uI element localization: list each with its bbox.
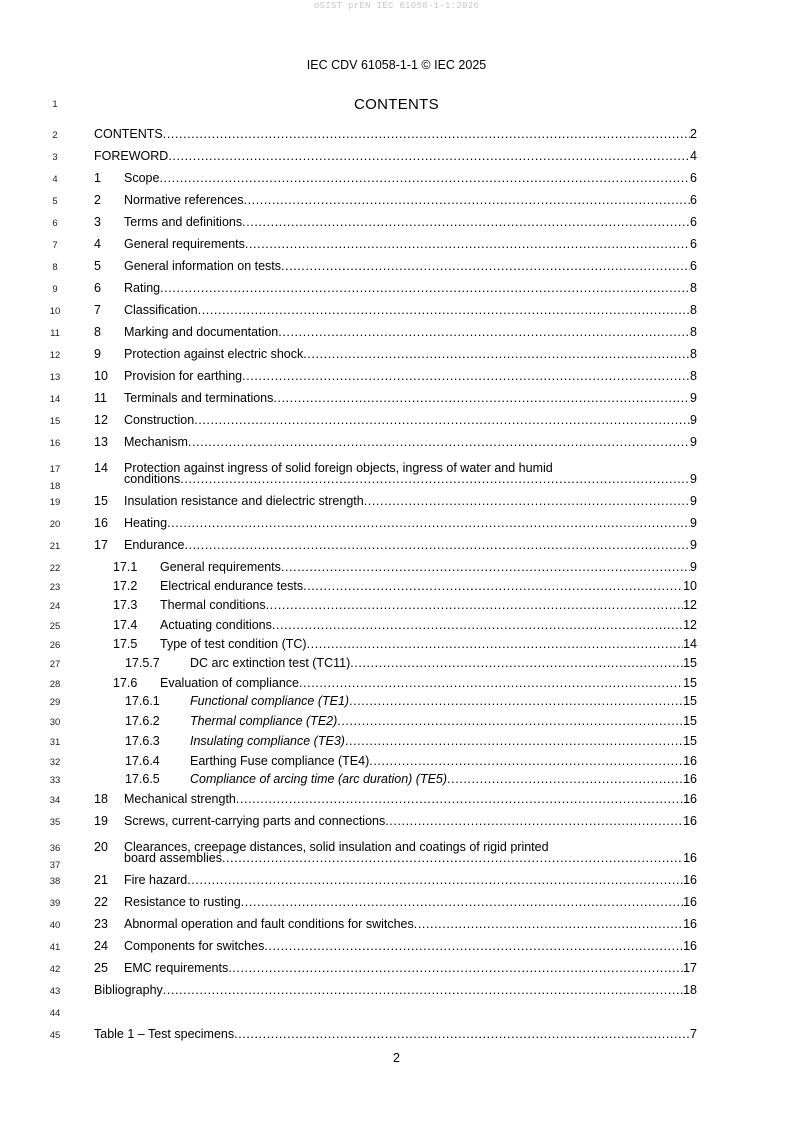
toc-page-number: 15 xyxy=(683,656,697,670)
toc-entry[interactable] xyxy=(124,493,697,510)
line-number: 35 xyxy=(49,817,61,828)
toc-title: DC arc extinction test (TC11) xyxy=(190,656,351,670)
toc-row xyxy=(0,280,793,297)
toc-page-number: 16 xyxy=(683,851,697,865)
line-number: 33 xyxy=(49,775,61,786)
toc-page-number: 8 xyxy=(690,281,697,295)
toc-row xyxy=(0,916,793,933)
toc-row xyxy=(0,537,793,554)
toc-title: Normative references xyxy=(124,193,244,207)
toc-title: FOREWORD xyxy=(94,149,169,163)
dot-leader xyxy=(264,938,683,955)
toc-row xyxy=(0,872,793,889)
toc-section-number: 8 xyxy=(94,325,101,339)
toc-row xyxy=(0,982,793,999)
toc-section-number: 4 xyxy=(94,237,101,251)
toc-section-number: 5 xyxy=(94,259,101,273)
toc-row xyxy=(0,636,793,653)
toc-title: Evaluation of compliance xyxy=(160,676,299,690)
line-number: 25 xyxy=(49,621,61,632)
toc-section-number: 17.6.4 xyxy=(125,754,160,768)
toc-title: Fire hazard xyxy=(124,873,188,887)
toc-title: General requirements xyxy=(160,560,281,574)
dot-leader xyxy=(281,258,690,275)
toc-title: Classification xyxy=(124,303,198,317)
toc-row xyxy=(0,713,793,730)
line-number: 15 xyxy=(49,416,61,427)
toc-page-number: 6 xyxy=(690,215,697,229)
toc-page-number: 9 xyxy=(690,494,697,508)
toc-row xyxy=(0,214,793,231)
line-number: 19 xyxy=(49,497,61,508)
toc-row xyxy=(0,894,793,911)
toc-row xyxy=(0,938,793,955)
toc-page-number: 7 xyxy=(690,1027,697,1041)
toc-section-number: 17.6.3 xyxy=(125,734,160,748)
dot-leader xyxy=(241,894,683,911)
toc-title: Construction xyxy=(124,413,195,427)
toc-section-number: 19 xyxy=(94,814,108,828)
toc-entry[interactable] xyxy=(124,302,697,319)
dot-leader xyxy=(337,713,683,730)
toc-page-number: 9 xyxy=(690,435,697,449)
toc-title: Protection against electric shock xyxy=(124,347,304,361)
toc-page-number: 16 xyxy=(683,814,697,828)
line-number: 2 xyxy=(52,130,58,141)
toc-title: Insulation resistance and dielectric strength xyxy=(124,494,364,508)
toc-title: Electrical endurance tests xyxy=(160,579,304,593)
toc-row xyxy=(0,960,793,977)
toc-section-number: 17.3 xyxy=(113,598,138,612)
toc-page-number: 6 xyxy=(690,259,697,273)
line-number: 16 xyxy=(49,438,61,449)
dot-leader xyxy=(266,597,683,614)
toc-section-number: 17.5 xyxy=(113,637,138,651)
toc-section-number: 20 xyxy=(94,840,108,854)
toc-page-number: 15 xyxy=(683,734,697,748)
toc-row xyxy=(0,617,793,634)
line-number: 41 xyxy=(49,942,61,953)
toc-title: Functional compliance (TE1) xyxy=(190,694,350,708)
dot-leader xyxy=(364,493,690,510)
toc-row xyxy=(0,655,793,672)
toc-page-number: 4 xyxy=(690,149,697,163)
toc-section-number: 17.2 xyxy=(113,579,138,593)
toc-row xyxy=(0,126,793,143)
toc-section-number: 6 xyxy=(94,281,101,295)
watermark: oSIST prEN IEC 61058-1-1:2026 xyxy=(313,1,480,11)
dot-leader xyxy=(163,982,683,999)
toc-row xyxy=(0,733,793,750)
toc-entry[interactable] xyxy=(190,693,697,710)
dot-leader xyxy=(163,126,690,143)
toc-title: Components for switches xyxy=(124,939,265,953)
line-number: 4 xyxy=(52,174,58,185)
dot-leader xyxy=(159,170,690,187)
line-number: 21 xyxy=(49,541,61,552)
toc-title: Screws, current-carrying parts and connections xyxy=(124,814,386,828)
toc-title: Table 1 – Test specimens xyxy=(94,1027,235,1041)
toc-entry[interactable] xyxy=(124,434,697,451)
toc-entry[interactable] xyxy=(124,872,697,889)
toc-page-number: 9 xyxy=(690,472,697,486)
dot-leader xyxy=(167,515,690,532)
line-number: 7 xyxy=(52,240,58,251)
page-title: CONTENTS xyxy=(354,96,439,113)
toc-section-number: 7 xyxy=(94,303,101,317)
line-number: 39 xyxy=(49,898,61,909)
line-number: 5 xyxy=(52,196,58,207)
dot-leader xyxy=(222,850,683,867)
dot-leader xyxy=(272,617,683,634)
toc-page-number: 16 xyxy=(683,939,697,953)
toc-page-number: 14 xyxy=(683,637,697,651)
document-header: IEC CDV 61058-1-1 © IEC 2025 xyxy=(306,58,487,72)
dot-leader xyxy=(299,675,683,692)
toc-row xyxy=(0,324,793,341)
toc-section-number: 13 xyxy=(94,435,108,449)
toc-entry[interactable] xyxy=(160,636,697,653)
toc-section-number: 17.6.2 xyxy=(125,714,160,728)
toc-page-number: 2 xyxy=(690,127,697,141)
line-number: 9 xyxy=(52,284,58,295)
toc-title: board assemblies xyxy=(124,851,222,865)
toc-row xyxy=(0,192,793,209)
toc-page-number: 16 xyxy=(683,895,697,909)
toc-title: Compliance of arcing time (arc duration) (TE5) xyxy=(190,772,448,786)
line-number: 13 xyxy=(49,372,61,383)
toc-page-number: 8 xyxy=(690,325,697,339)
toc-section-number: 17.6.5 xyxy=(125,772,160,786)
dot-leader xyxy=(273,390,690,407)
dot-leader xyxy=(168,148,690,165)
line-number: 23 xyxy=(49,582,61,593)
toc-entry[interactable] xyxy=(124,368,697,385)
toc-entry[interactable] xyxy=(94,982,697,999)
line-number: 43 xyxy=(49,986,61,997)
toc-section-number: 21 xyxy=(94,873,108,887)
dot-leader xyxy=(414,916,683,933)
toc-title: Type of test condition (TC) xyxy=(160,637,307,651)
toc-page-number: 18 xyxy=(683,983,697,997)
toc-section-number: 17 xyxy=(94,538,108,552)
toc-page-number: 9 xyxy=(690,538,697,552)
line-number: 44 xyxy=(49,1008,61,1019)
line-number: 38 xyxy=(49,876,61,887)
toc-section-number: 17.4 xyxy=(113,618,138,632)
toc-page-number: 9 xyxy=(690,560,697,574)
toc-entry[interactable] xyxy=(94,1026,697,1043)
toc-page-number: 16 xyxy=(683,754,697,768)
toc-row xyxy=(0,578,793,595)
toc-section-number: 22 xyxy=(94,895,108,909)
line-number: 26 xyxy=(49,640,61,651)
toc-entry[interactable] xyxy=(94,126,697,143)
line-number: 31 xyxy=(49,737,61,748)
toc-title: Mechanical strength xyxy=(124,792,236,806)
line-number: 12 xyxy=(49,350,61,361)
dot-leader xyxy=(350,655,683,672)
line-number: 42 xyxy=(49,964,61,975)
dot-leader xyxy=(349,693,683,710)
toc-entry[interactable] xyxy=(124,960,697,977)
toc-entry[interactable] xyxy=(124,170,697,187)
toc-entry[interactable] xyxy=(160,675,697,692)
line-number: 17 xyxy=(49,464,61,475)
line-number: 10 xyxy=(49,306,61,317)
dot-leader xyxy=(245,236,690,253)
dot-leader xyxy=(244,192,691,209)
toc-page-number: 16 xyxy=(683,917,697,931)
toc-title: conditions xyxy=(124,472,181,486)
dot-leader xyxy=(307,636,684,653)
toc-title: General information on tests xyxy=(124,259,282,273)
toc-row xyxy=(0,390,793,407)
toc-entry[interactable] xyxy=(124,938,697,955)
toc-entry[interactable] xyxy=(124,850,697,867)
toc-title: Thermal compliance (TE2) xyxy=(190,714,338,728)
toc-row xyxy=(0,559,793,576)
toc-title: Actuating conditions xyxy=(160,618,272,632)
line-number: 36 xyxy=(49,843,61,854)
line-number: 27 xyxy=(49,659,61,670)
dot-leader xyxy=(188,434,690,451)
page-number: 2 xyxy=(393,1051,400,1065)
toc-entry[interactable] xyxy=(124,515,697,532)
toc-row xyxy=(0,597,793,614)
dot-leader xyxy=(281,559,690,576)
toc-title: Bibliography xyxy=(94,983,163,997)
toc-row xyxy=(0,515,793,532)
dot-leader xyxy=(242,368,690,385)
toc-title-first-line[interactable]: Protection against ingress of solid foreign objects, ingress of water and humid xyxy=(124,461,553,475)
toc-page-number: 16 xyxy=(683,772,697,786)
toc-entry[interactable] xyxy=(190,733,697,750)
toc-page-number: 15 xyxy=(683,694,697,708)
toc-section-number: 17.6.1 xyxy=(125,694,160,708)
dot-leader xyxy=(228,960,683,977)
toc-page-number: 6 xyxy=(690,237,697,251)
toc-section-number: 24 xyxy=(94,939,108,953)
toc-page-number: 12 xyxy=(683,618,697,632)
toc-section-number: 9 xyxy=(94,347,101,361)
toc-entry[interactable] xyxy=(190,771,697,788)
toc-entry[interactable] xyxy=(124,916,697,933)
toc-section-number: 1 xyxy=(94,171,101,185)
toc-page-number: 9 xyxy=(690,516,697,530)
toc-entry[interactable] xyxy=(160,559,697,576)
toc-title: Abnormal operation and fault conditions for switches xyxy=(124,917,414,931)
toc-row xyxy=(0,302,793,319)
toc-row xyxy=(0,771,793,788)
line-number: 6 xyxy=(52,218,58,229)
toc-entry[interactable] xyxy=(124,537,697,554)
toc-row xyxy=(0,170,793,187)
toc-page-number: 6 xyxy=(690,171,697,185)
line-number: 30 xyxy=(49,717,61,728)
toc-section-number: 25 xyxy=(94,961,108,975)
dot-leader xyxy=(194,412,690,429)
line-number: 45 xyxy=(49,1030,61,1041)
toc-entry[interactable] xyxy=(124,214,697,231)
toc-row xyxy=(0,346,793,363)
toc-row xyxy=(0,434,793,451)
toc-entry[interactable] xyxy=(160,578,697,595)
toc-page-number: 9 xyxy=(690,391,697,405)
toc-title: Earthing Fuse compliance (TE4) xyxy=(190,754,370,768)
toc-entry[interactable] xyxy=(124,894,697,911)
toc-entry[interactable] xyxy=(190,753,697,770)
toc-page-number: 9 xyxy=(690,413,697,427)
dot-leader xyxy=(385,813,683,830)
toc-entry[interactable] xyxy=(190,655,697,672)
dot-leader xyxy=(234,1026,690,1043)
line-number: 11 xyxy=(50,328,60,339)
toc-entry[interactable] xyxy=(160,617,697,634)
toc-page-number: 8 xyxy=(690,303,697,317)
line-number: 8 xyxy=(52,262,58,273)
toc-title: Marking and documentation xyxy=(124,325,279,339)
toc-section-number: 17.1 xyxy=(113,560,138,574)
toc-entry[interactable] xyxy=(124,280,697,297)
dot-leader xyxy=(184,537,690,554)
toc-title: Rating xyxy=(124,281,161,295)
toc-page-number: 15 xyxy=(683,714,697,728)
toc-page-number: 15 xyxy=(683,676,697,690)
toc-section-number: 15 xyxy=(94,494,108,508)
line-number: 28 xyxy=(49,679,61,690)
toc-title: Heating xyxy=(124,516,168,530)
toc-section-number: 17.5.7 xyxy=(125,656,160,670)
toc-section-number: 12 xyxy=(94,413,108,427)
dot-leader xyxy=(180,471,690,488)
toc-entry[interactable] xyxy=(124,258,697,275)
toc-title: EMC requirements xyxy=(124,961,229,975)
toc-entry[interactable] xyxy=(124,324,697,341)
toc-entry[interactable] xyxy=(124,412,697,429)
toc-title: Terms and definitions xyxy=(124,215,243,229)
toc-row xyxy=(0,493,793,510)
toc-page-number: 6 xyxy=(690,193,697,207)
toc-title: Terminals and terminations xyxy=(124,391,274,405)
dot-leader xyxy=(187,872,683,889)
dot-leader xyxy=(369,753,683,770)
toc-page-number: 16 xyxy=(683,873,697,887)
toc-page-number: 16 xyxy=(683,792,697,806)
toc-row xyxy=(0,675,793,692)
dot-leader xyxy=(447,771,683,788)
toc-entry[interactable] xyxy=(124,813,697,830)
line-number: 24 xyxy=(49,601,61,612)
toc-title: CONTENTS xyxy=(94,127,163,141)
line-number: 34 xyxy=(49,795,61,806)
toc-row xyxy=(0,840,793,871)
toc-page-number: 12 xyxy=(683,598,697,612)
line-number: 22 xyxy=(49,563,61,574)
line-number: 40 xyxy=(49,920,61,931)
dot-leader xyxy=(345,733,683,750)
dot-leader xyxy=(242,214,690,231)
toc-title: Provision for earthing xyxy=(124,369,243,383)
toc-row xyxy=(0,148,793,165)
toc-entry[interactable] xyxy=(124,346,697,363)
dot-leader xyxy=(303,578,683,595)
line-number: 29 xyxy=(49,697,61,708)
toc-row xyxy=(0,1004,793,1021)
toc-entry[interactable] xyxy=(124,791,697,808)
dot-leader xyxy=(278,324,690,341)
toc-page-number: 10 xyxy=(683,579,697,593)
toc-title: General requirements xyxy=(124,237,245,251)
toc-section-number: 18 xyxy=(94,792,108,806)
toc-section-number: 16 xyxy=(94,516,108,530)
toc-title: Endurance xyxy=(124,538,185,552)
line-number: 37 xyxy=(49,860,61,871)
line-number: 20 xyxy=(49,519,61,530)
toc-entry[interactable] xyxy=(124,192,697,209)
toc-title: Resistance to rusting xyxy=(124,895,241,909)
toc-row xyxy=(0,1026,793,1043)
toc-section-number: 10 xyxy=(94,369,108,383)
toc-entry[interactable] xyxy=(124,390,697,407)
toc-row xyxy=(0,753,793,770)
toc-entry[interactable] xyxy=(94,148,697,165)
toc-page-number: 8 xyxy=(690,347,697,361)
toc-title: Insulating compliance (TE3) xyxy=(190,734,345,748)
dot-leader xyxy=(303,346,690,363)
toc-section-number: 11 xyxy=(94,391,107,405)
toc-title-first-line[interactable]: Clearances, creepage distances, solid insulation and coatings of rigid printed xyxy=(124,840,549,854)
dot-leader xyxy=(160,280,690,297)
toc-section-number: 23 xyxy=(94,917,108,931)
dot-leader xyxy=(198,302,690,319)
toc-entry[interactable] xyxy=(190,713,697,730)
toc-section-number: 17.6 xyxy=(113,676,138,690)
line-number: 32 xyxy=(49,757,61,768)
line-number: 18 xyxy=(49,481,61,492)
toc-section-number: 2 xyxy=(94,193,101,207)
line-number: 1 xyxy=(52,99,58,110)
toc-row xyxy=(0,412,793,429)
line-number: 14 xyxy=(49,394,61,405)
toc-entry[interactable] xyxy=(124,236,697,253)
toc-section-number: 3 xyxy=(94,215,101,229)
toc-entry[interactable] xyxy=(160,597,697,614)
toc-row xyxy=(0,258,793,275)
toc-row xyxy=(0,791,793,808)
toc-row xyxy=(0,461,793,492)
toc-page-number: 17 xyxy=(683,961,697,975)
dot-leader xyxy=(236,791,683,808)
toc-row xyxy=(0,813,793,830)
toc-row xyxy=(0,693,793,710)
toc-page-number: 8 xyxy=(690,369,697,383)
toc-title: Scope xyxy=(124,171,160,185)
toc-row xyxy=(0,236,793,253)
toc-title: Thermal conditions xyxy=(160,598,266,612)
line-number: 3 xyxy=(52,152,58,163)
toc-row xyxy=(0,368,793,385)
toc-title: Mechanism xyxy=(124,435,188,449)
toc-section-number: 14 xyxy=(94,461,108,475)
toc-entry[interactable] xyxy=(124,471,697,488)
